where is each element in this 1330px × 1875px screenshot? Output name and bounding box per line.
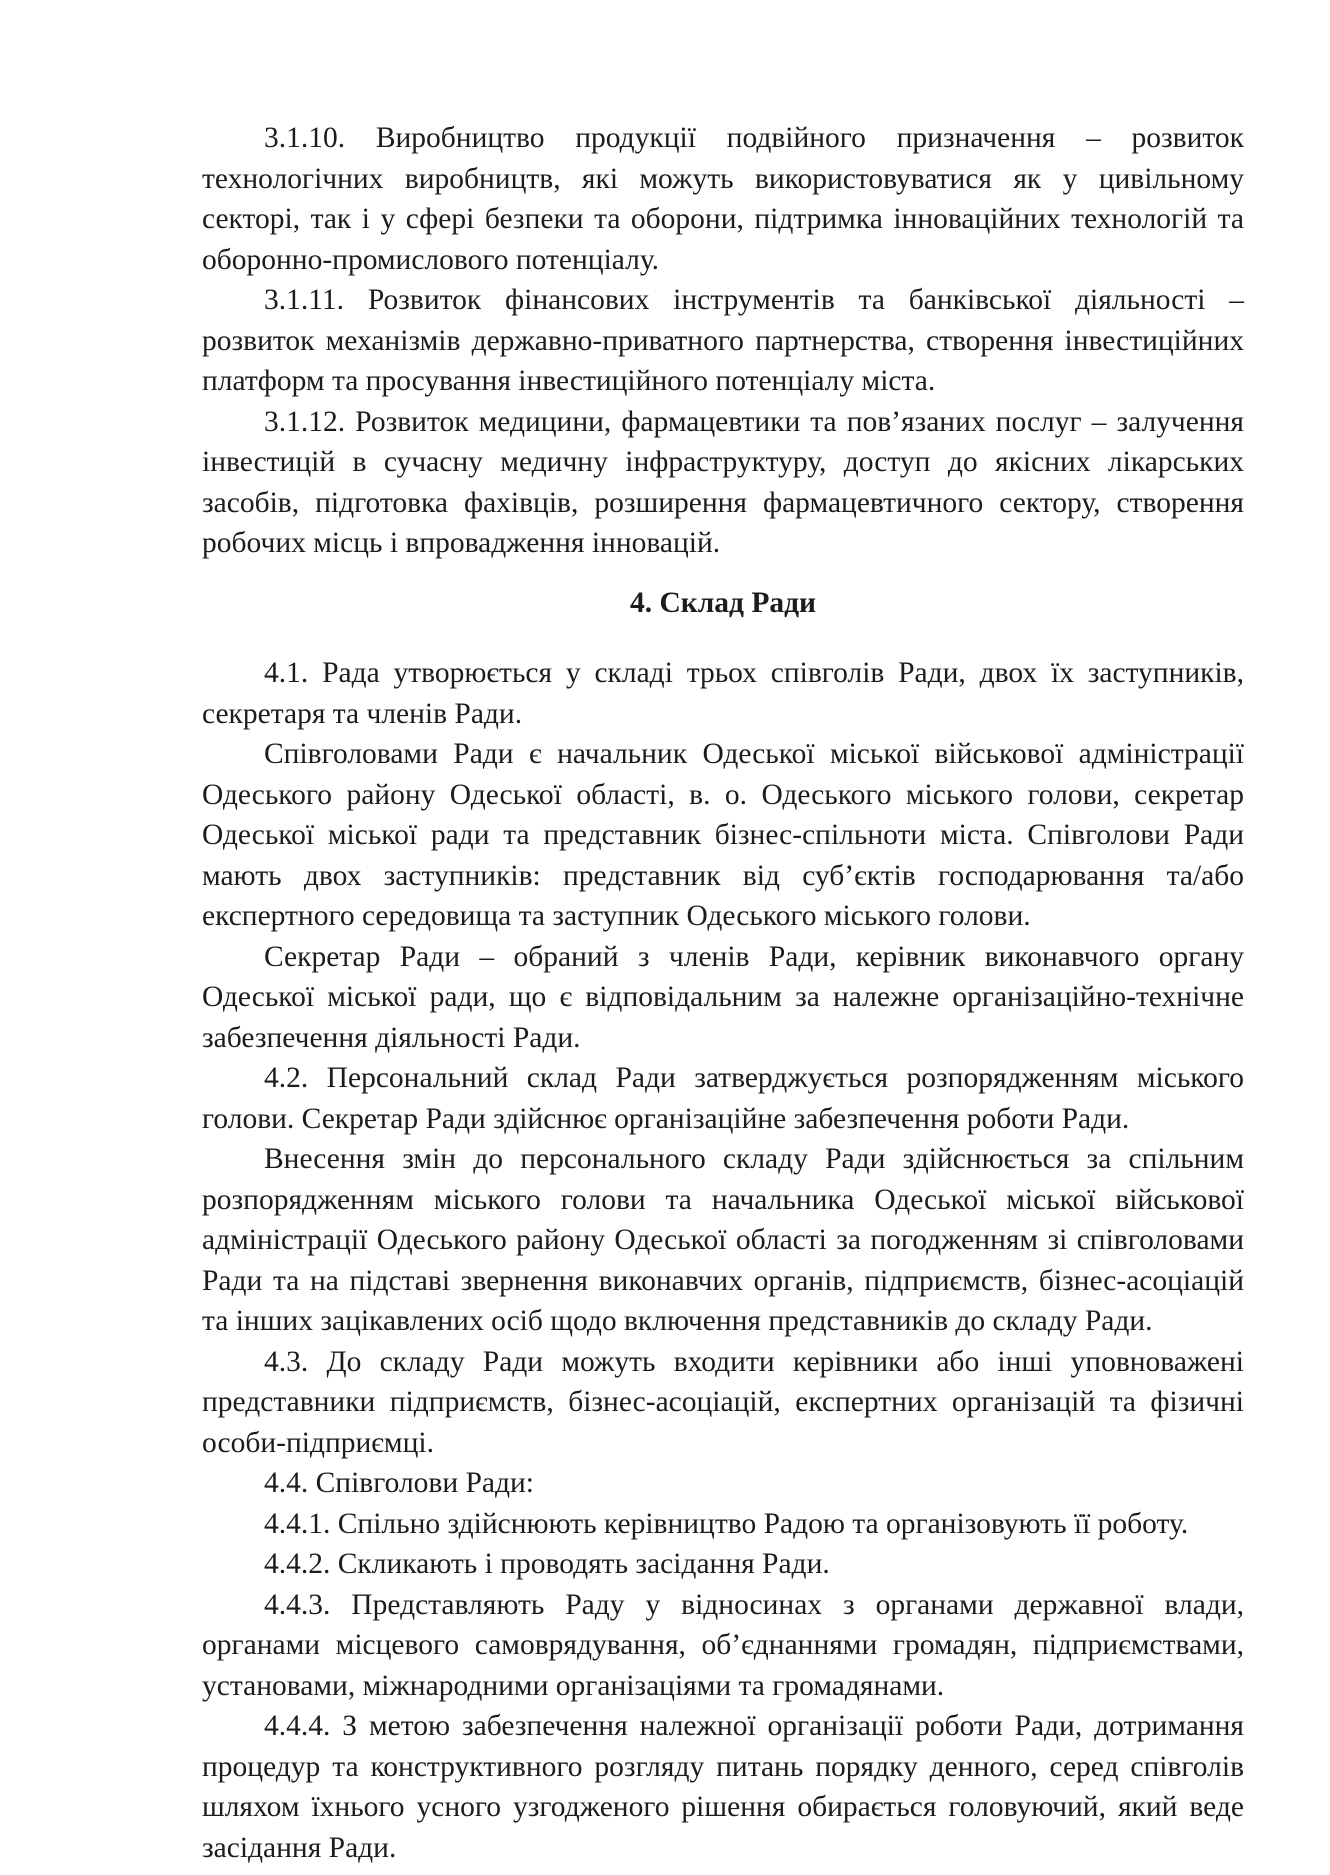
paragraph-changes: Внесення змін до персонального складу Ради здійснюється за спільним розпорядженням міського голови та начальника Одеської міської військової адміністрації Одеського району Одеської області за погодженням зі співголовами Ради та на підставі звернення виконавчих органів, підприємств, бізнес-асоціацій та інших зацікавлених осіб щодо включення представників до складу Ради. xyxy=(202,1143,1244,1337)
paragraph-3-1-10: 3.1.10. Виробництво продукції подвійного призначення – розвиток технологічних виробництв, які можуть використовуватися як у цивільному секторі, так і у сфері безпеки та оборони, підтримка інноваційних технологій та оборонно-промислового потенціалу. xyxy=(202,122,1244,276)
paragraph-3-1-11: 3.1.11. Розвиток фінансових інструментів та банківської діяльності – розвиток механізмів державно-приватного партнерства, створення інвестиційних платформ та просування інвестиційного потенціалу міста. xyxy=(202,284,1244,397)
paragraph-4-4-3: 4.4.3. Представляють Раду у відносинах з органами державної влади, органами місцевого самоврядування, об’єднаннями громадян, підприємствами, установами, міжнародними організаціями та громадянами. xyxy=(202,1588,1244,1702)
paragraph-secretary: Секретар Ради – обраний з членів Ради, керівник виконавчого органу Одеської міської ради, що є відповідальним за належне організаційно-технічне забезпечення діяльності Ради. xyxy=(202,940,1244,1054)
paragraph-cochairs: Співголовами Ради є начальник Одеської міської військової адміністрації Одеського району Одеської області, в. о. Одеського міського голови, секретар Одеської міської ради та представник бізнес-спільноти міста. Співголови Ради мають двох заступників: представник від суб’єктів господарювання та/або експертного середовища та заступник Одеського міського голови. xyxy=(202,738,1244,932)
document-body xyxy=(202,118,1244,1868)
paragraph-4-1: 4.1. Рада утворюється у складі трьох співголів Ради, двох їх заступників, секретаря та членів Ради. xyxy=(202,657,1244,730)
section-title: 4. Склад Ради xyxy=(629,586,817,619)
paragraph-4-4-2: 4.4.2. Скликають і проводять засідання Ради. xyxy=(264,1548,830,1580)
paragraph-4-3: 4.3. До складу Ради можуть входити керівники або інші уповноважені представники підприємств, бізнес-асоціацій, експертних організацій та фізичні особи-підприємці. xyxy=(202,1345,1244,1459)
paragraph-4-2: 4.2. Персональний склад Ради затверджується розпорядженням міського голови. Секретар Ради здійснює організаційне забезпечення роботи Ради. xyxy=(202,1062,1244,1135)
paragraph-4-4: 4.4. Співголови Ради: xyxy=(264,1467,534,1499)
paragraph-3-1-12: 3.1.12. Розвиток медицини, фармацевтики та пов’язаних послуг – залучення інвестицій в сучасну медичну інфраструктуру, доступ до якісних лікарських засобів, підготовка фахівців, розширення фармацевтичного сектору, створення робочих місць і впровадження інновацій. xyxy=(202,405,1244,559)
paragraph-4-4-4: 4.4.4. З метою забезпечення належної організації роботи Ради, дотримання процедур та конструктивного розгляду питань порядку денного, серед співголів шляхом їхнього усного узгодженого рішення обирається головуючий, який веде засідання Ради. xyxy=(202,1710,1244,1864)
paragraph-4-4-1: 4.4.1. Спільно здійснюють керівництво Радою та організовують її роботу. xyxy=(264,1507,1189,1540)
